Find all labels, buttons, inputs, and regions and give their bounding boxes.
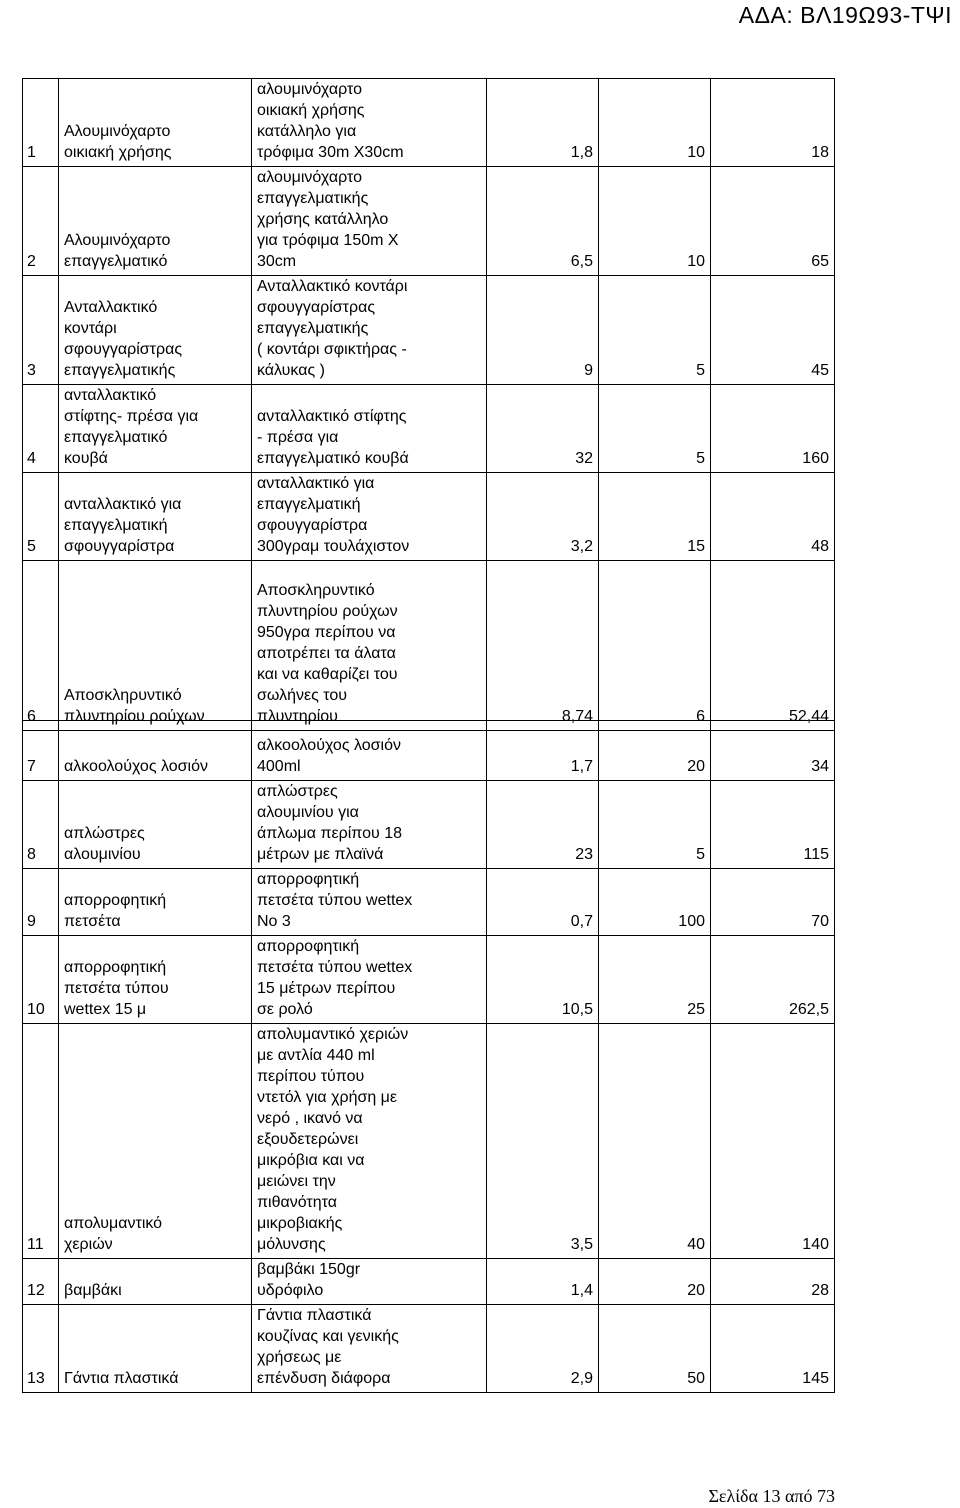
item-price: 1,7: [487, 721, 599, 781]
item-price: 10,5: [487, 936, 599, 1024]
table-row: [23, 721, 835, 781]
item-total: 70: [711, 869, 835, 936]
item-name: απλώστρες αλουμινίου: [59, 781, 252, 869]
item-quantity: 40: [599, 1024, 711, 1259]
table-row: [23, 167, 835, 276]
item-description: Αποσκληρυντικό πλυντηρίου ρούχων 950γρα περίπου να αποτρέπει τα άλατα και να καθαρίζει του σωλήνες του πλυντηρίου: [252, 561, 487, 731]
item-name: Γάντια πλαστικά: [59, 1305, 252, 1393]
item-name: ανταλλακτικό για επαγγελματική σφουγγαρίστρα: [59, 473, 252, 561]
item-description: απορροφητική πετσέτα τύπου wettex 15 μέτρων περίπου σε ρολό: [252, 936, 487, 1024]
table-row: [23, 79, 835, 167]
item-price: 6,5: [487, 167, 599, 276]
item-price: 2,9: [487, 1305, 599, 1393]
item-total: 65: [711, 167, 835, 276]
item-quantity: 5: [599, 781, 711, 869]
item-price: 32: [487, 385, 599, 473]
table-row: [23, 561, 835, 731]
item-quantity: 15: [599, 473, 711, 561]
item-name: απολυμαντικό χεριών: [59, 1024, 252, 1259]
table-row: [23, 276, 835, 385]
table-row: [23, 1024, 835, 1259]
item-description: βαμβάκι 150gr υδρόφιλο: [252, 1259, 487, 1305]
table-row: [23, 1305, 835, 1393]
item-description: απολυμαντικό χεριών με αντλία 440 ml περίπου τύπου ντετόλ για χρήση με νερό , ικανό να εξουδετερώνει μικρόβια και να μειώνει την πιθανότητα μικροβιακής μόλυνσης: [252, 1024, 487, 1259]
item-number: 11: [23, 1024, 59, 1259]
item-quantity: 6: [599, 561, 711, 731]
item-number: 8: [23, 781, 59, 869]
item-total: 52,44: [711, 561, 835, 731]
item-name: Αποσκληρυντικό πλυντηρίου ρούχων: [59, 561, 252, 731]
items-table-bottom: [22, 720, 835, 1393]
item-quantity: 5: [599, 385, 711, 473]
item-number: 9: [23, 869, 59, 936]
item-quantity: 20: [599, 721, 711, 781]
table-row: [23, 473, 835, 561]
item-quantity: 10: [599, 167, 711, 276]
item-number: 1: [23, 79, 59, 167]
item-price: 1,8: [487, 79, 599, 167]
item-price: 0,7: [487, 869, 599, 936]
item-description: Ανταλλακτικό κοντάρι σφουγγαρίστρας επαγγελματικής ( κοντάρι σφικτήρας - κάλυκας ): [252, 276, 487, 385]
item-price: 9: [487, 276, 599, 385]
item-total: 34: [711, 721, 835, 781]
item-number: 10: [23, 936, 59, 1024]
table-row: [23, 936, 835, 1024]
item-total: 45: [711, 276, 835, 385]
item-quantity: 100: [599, 869, 711, 936]
item-quantity: 20: [599, 1259, 711, 1305]
table-row: [23, 385, 835, 473]
item-name: απορροφητική πετσέτα: [59, 869, 252, 936]
item-price: 3,5: [487, 1024, 599, 1259]
item-total: 115: [711, 781, 835, 869]
item-quantity: 50: [599, 1305, 711, 1393]
item-number: 2: [23, 167, 59, 276]
item-total: 18: [711, 79, 835, 167]
item-number: 5: [23, 473, 59, 561]
item-number: 3: [23, 276, 59, 385]
item-name: ανταλλακτικό στίφτης- πρέσα για επαγγελματικό κουβά: [59, 385, 252, 473]
item-number: 6: [23, 561, 59, 731]
item-number: 13: [23, 1305, 59, 1393]
item-quantity: 25: [599, 936, 711, 1024]
item-total: 160: [711, 385, 835, 473]
item-total: 140: [711, 1024, 835, 1259]
page-number: Σελίδα 13 από 73: [708, 1486, 835, 1506]
item-description: απλώστρες αλουμινίου για άπλωμα περίπου 18 μέτρων με πλαϊνά: [252, 781, 487, 869]
item-price: 8,74: [487, 561, 599, 731]
item-description: αλκοολούχος λοσιόν 400ml: [252, 721, 487, 781]
item-total: 28: [711, 1259, 835, 1305]
items-table-top: [22, 78, 835, 731]
table-row: [23, 1259, 835, 1305]
item-name: βαμβάκι: [59, 1259, 252, 1305]
item-name: Ανταλλακτικό κοντάρι σφουγγαρίστρας επαγγελματικής: [59, 276, 252, 385]
item-name: Αλουμινόχαρτο επαγγελματικό: [59, 167, 252, 276]
item-description: αλουμινόχαρτο οικιακή χρήσης κατάλληλο για τρόφιμα 30m X30cm: [252, 79, 487, 167]
item-number: 4: [23, 385, 59, 473]
item-price: 3,2: [487, 473, 599, 561]
item-price: 1,4: [487, 1259, 599, 1305]
item-price: 23: [487, 781, 599, 869]
item-total: 145: [711, 1305, 835, 1393]
item-description: απορροφητική πετσέτα τύπου wettex No 3: [252, 869, 487, 936]
item-name: Αλουμινόχαρτο οικιακή χρήσης: [59, 79, 252, 167]
item-name: απορροφητική πετσέτα τύπου wettex 15 μ: [59, 936, 252, 1024]
table-row: [23, 781, 835, 869]
item-number: 7: [23, 721, 59, 781]
item-description: ανταλλακτικό για επαγγελματική σφουγγαρίστρα 300γραμ τουλάχιστον: [252, 473, 487, 561]
item-total: 48: [711, 473, 835, 561]
document-code: ΑΔΑ: ΒΛ19Ω93-ΤΨΙ: [738, 2, 952, 28]
item-quantity: 10: [599, 79, 711, 167]
item-quantity: 5: [599, 276, 711, 385]
table-row: [23, 869, 835, 936]
item-description: Γάντια πλαστικά κουζίνας και γενικής χρήσεως με επένδυση διάφορα: [252, 1305, 487, 1393]
item-total: 262,5: [711, 936, 835, 1024]
item-description: αλουμινόχαρτο επαγγελματικής χρήσης κατάλληλο για τρόφιμα 150m X 30cm: [252, 167, 487, 276]
item-name: αλκοολούχος λοσιόν: [59, 721, 252, 781]
item-number: 12: [23, 1259, 59, 1305]
item-description: ανταλλακτικό στίφτης - πρέσα για επαγγελματικό κουβά: [252, 385, 487, 473]
